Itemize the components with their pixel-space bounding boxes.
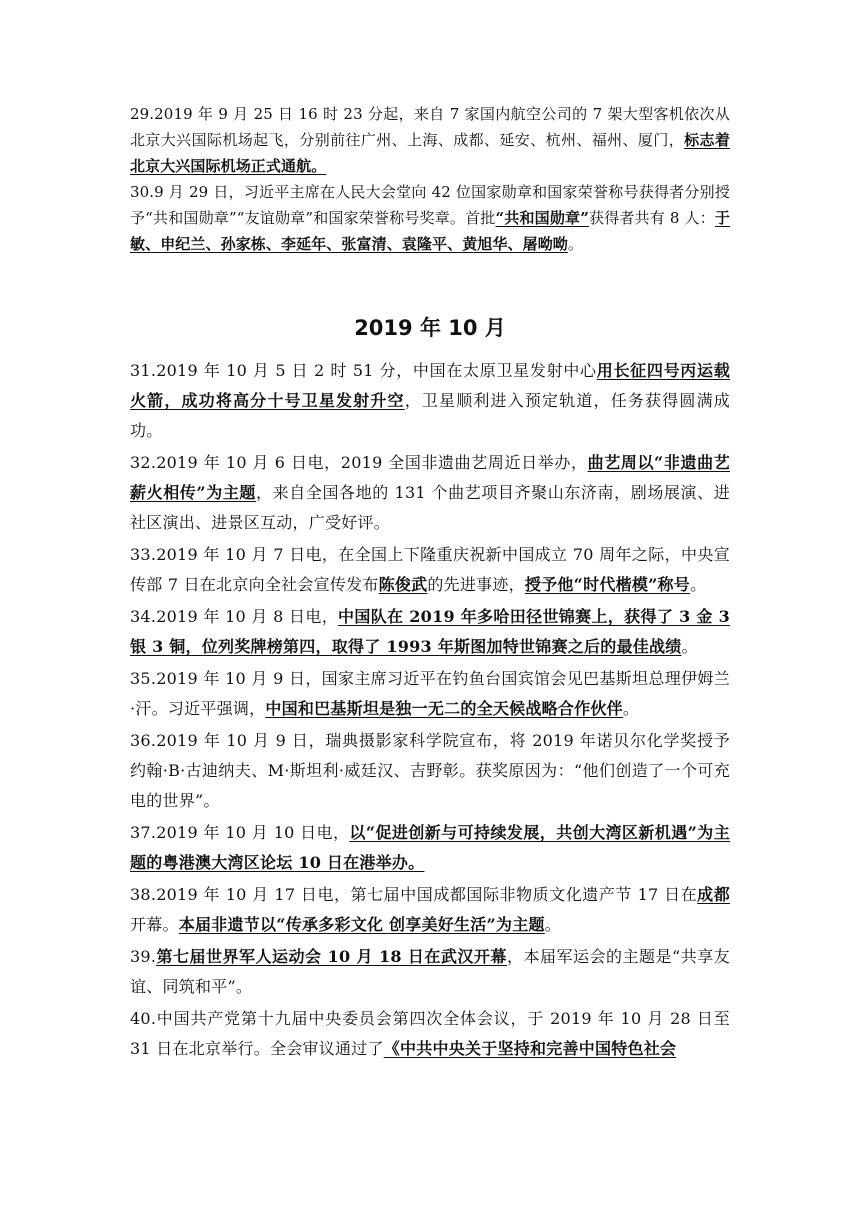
item-text: 开幕。 [130,915,179,934]
news-item-32 [130,448,730,538]
item-text: 获得者共有 8 人： [588,209,715,227]
news-item-35 [130,664,730,724]
news-item-31 [130,356,730,446]
item-text: 36.2019 年 10 月 9 日，瑞典摄影家科学院宣布，将 2019 年诺贝尔化学奖授予约翰·B·古迪纳夫、M·斯坦利·威廷汉、吉野彰。获奖原因为：“他们创造了一个可充电的世界”。 [130,731,730,810]
item-text: 。 [690,575,707,594]
item-text: 29.2019 年 9 月 25 日 16 时 23 分起，来自 7 家国内航空公司的 7 架大型客机依次从北京大兴国际机场起飞，分别前往广州、上海、成都、延安、杭州、福州、厦门， [130,105,730,149]
highlighted-text: 第七届世界军人运动会 10 月 18 日在武汉开幕 [156,947,507,966]
item-text: ，来自全国各地的 131 个曲艺项目齐聚山东济南，剧场展演、进社区演出、进景区互动，广受好评。 [130,483,730,532]
highlighted-text: 本届非遗节以“传承多彩文化 创享美好生活”为主题 [178,915,545,934]
item-text: ，本届军运会的主题是“共享友谊、同筑和平”。 [130,947,730,996]
highlighted-text: 授予他“时代楷模”称号 [524,575,691,594]
news-item-34 [130,602,730,662]
highlighted-text: 成都 [697,885,730,904]
item-text: 34.2019 年 10 月 8 日电， [130,607,339,626]
item-text: 30.9 月 29 日，习近平主席在人民大会堂向 42 位国家勋章和国家荣誉称号获得者分别授予“共和国勋章”“友谊勋章”和国家荣誉称号奖章。首批 [130,183,730,227]
item-text: 39. [130,947,157,966]
highlighted-text: 曲艺周以“非遗曲艺薪火相传”为主题 [130,453,730,502]
item-text: 40.中国共产党第十九届中央委员会第四次全体会议，于 2019 年 10 月 28 日至 31 日在北京举行。全会审议通过了 [130,1009,730,1058]
highlighted-text: 标志着北京大兴国际机场正式通航。 [130,131,730,175]
month-heading: 2019 年 10 月 [354,316,506,340]
item-text: ，卫星顺利进入预定轨道，任务获得圆满成功。 [130,391,730,440]
item-text: 35.2019 年 10 月 9 日，国家主席习近平在钓鱼台国宾馆会见巴基斯坦总理伊姆兰·汗。习近平强调， [130,669,730,718]
highlighted-text: 陈俊武 [378,575,428,594]
september-items [130,101,730,257]
news-item-38 [130,880,730,940]
october-items [130,356,730,1066]
news-item-39 [130,942,730,1002]
news-item-40 [130,1004,730,1064]
item-text: 。 [622,699,640,718]
item-text: 31.2019 年 10 月 5 日 2 时 51 分，中国在太原卫星发射中心 [130,361,597,380]
highlighted-text: 中国和巴基斯坦是独一无二的全天候战略合作伙伴 [265,699,623,718]
highlighted-text: 用长征四号丙运载火箭，成功将高分十号卫星发射升空 [130,361,730,410]
item-text: 33.2019 年 10 月 7 日电，在全国上下隆重庆祝新中国成立 70 周年之际，中央宣传部 7 日在北京向全社会宣传发布 [130,545,730,594]
item-text: 。 [567,235,584,253]
news-item-33 [130,540,730,600]
highlighted-text: “共和国勋章” [495,209,589,227]
highlighted-text: 以“促进创新与可持续发展，共创大湾区新机遇”为主题的粤港澳大湾区论坛 10 日在港举办。 [130,823,730,872]
news-item-36 [130,726,730,816]
highlighted-text: 《中共中央关于坚持和完善中国特色社会 [383,1039,677,1058]
item-text: 。 [544,915,562,934]
news-item-37 [130,818,730,878]
item-text: 38.2019 年 10 月 17 日电，第七届中国成都国际非物质文化遗产节 17 日在 [130,885,698,904]
highlighted-text: 中国队在 2019 年多哈田径世锦赛上，获得了 3 金 3 银 3 铜，位列奖牌榜第四，取得了 1993 年斯图加特世锦赛之后的最佳战绩 [130,607,730,656]
news-item-30 [130,179,730,257]
item-text: 37.2019 年 10 月 10 日电， [130,823,350,842]
highlighted-text: 于敏、申纪兰、孙家栋、李延年、张富清、袁隆平、黄旭华、屠呦呦 [130,209,730,253]
news-item-29 [130,101,730,179]
item-text: 的先进事迹， [427,575,525,594]
item-text: 32.2019 年 10 月 6 日电，2019 全国非遗曲艺周近日举办， [130,453,588,472]
item-text: 。 [681,637,698,656]
